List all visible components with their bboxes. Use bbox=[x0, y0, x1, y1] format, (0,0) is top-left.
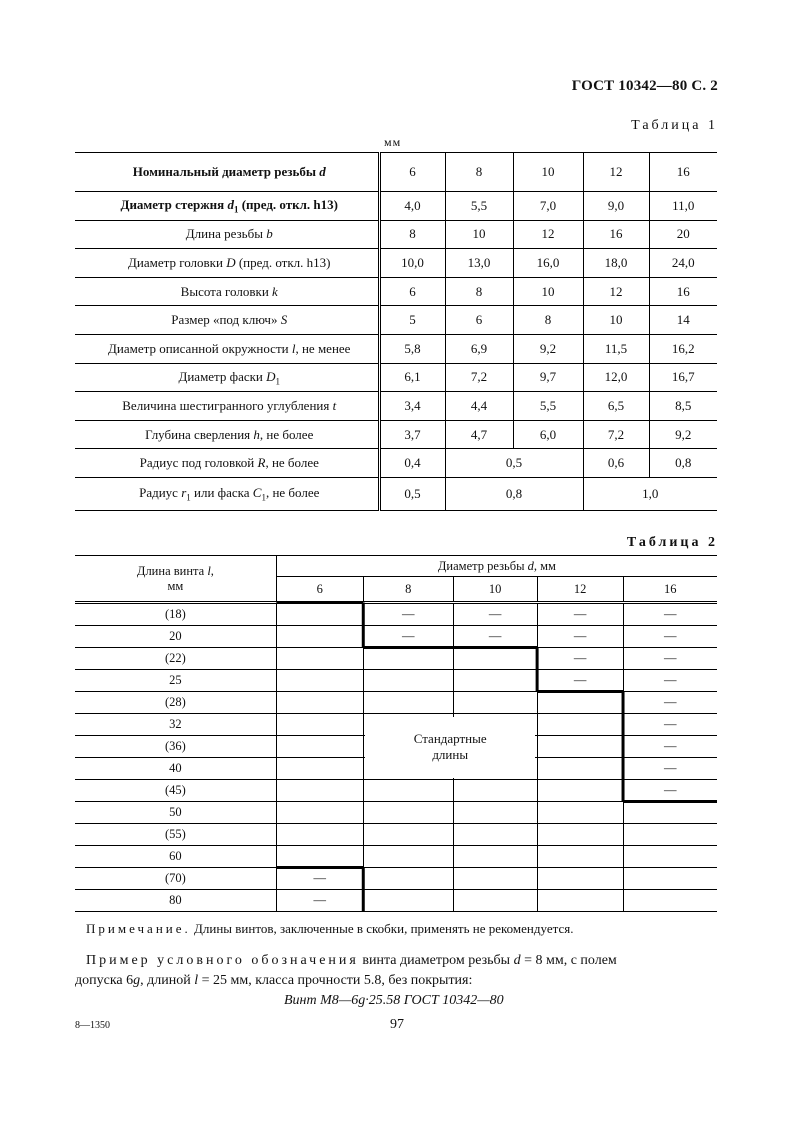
table2-cell: — bbox=[537, 648, 623, 670]
table2-length: 60 bbox=[75, 846, 276, 868]
table2-cell bbox=[276, 603, 363, 626]
table2-cell bbox=[276, 780, 363, 802]
table2-cell bbox=[623, 824, 717, 846]
table1-cell: 5 bbox=[379, 306, 445, 335]
note: Примечание. Длины винтов, заключенные в скобки, применять не рекомендуется. bbox=[86, 921, 574, 936]
table2-cell: — bbox=[623, 603, 717, 626]
table1-cell: 16 bbox=[649, 277, 717, 306]
table2-cell bbox=[363, 802, 453, 824]
table1-cell: 8,5 bbox=[649, 392, 717, 421]
table2-cell bbox=[537, 802, 623, 824]
table2-cell bbox=[363, 890, 453, 912]
table1-cell: 4,4 bbox=[445, 392, 513, 421]
example-line-2: допуска 6g, длиной l = 25 мм, класса прочности 5.8, без покрытия: bbox=[75, 973, 473, 988]
standard-lengths-label: Стандартные длины bbox=[365, 717, 535, 778]
table1-cell: 4,7 bbox=[445, 420, 513, 449]
table1-cell: 10 bbox=[583, 306, 649, 335]
table1-header-d12: 12 bbox=[583, 153, 649, 192]
table1-cell: 0,5 bbox=[379, 477, 445, 510]
table1-row bbox=[75, 392, 717, 421]
table1-row bbox=[75, 277, 717, 306]
table1-row-label: Диаметр стержня $d_1$ (пред. откл. h13) bbox=[75, 192, 379, 221]
table2-length: 80 bbox=[75, 890, 276, 912]
table1-cell: 0,6 bbox=[583, 449, 649, 478]
table2-cell bbox=[363, 780, 453, 802]
table2-header-d: 8 bbox=[363, 577, 453, 603]
table2-row bbox=[75, 802, 717, 824]
table2-cell: — bbox=[363, 603, 453, 626]
example-line-1: Пример условного обозначения винта диаметром резьбы d = 8 мм, с полем bbox=[86, 953, 617, 968]
table2-cell: — bbox=[537, 626, 623, 648]
table2-row bbox=[75, 890, 717, 912]
table1-cell: 16,0 bbox=[513, 249, 583, 278]
table2-length: (55) bbox=[75, 824, 276, 846]
table2-cell bbox=[276, 758, 363, 780]
table2-cell bbox=[276, 736, 363, 758]
table2-cell bbox=[276, 824, 363, 846]
table1-row-label: Диаметр головки D (пред. откл. h13) bbox=[75, 249, 379, 278]
table1-row-label: Величина шестигранного углубления t bbox=[75, 392, 379, 421]
table1-row bbox=[75, 192, 717, 221]
table1-cell: 5,5 bbox=[513, 392, 583, 421]
table1-units: мм bbox=[384, 135, 402, 149]
table2-row bbox=[75, 603, 717, 626]
table1-cell: 20 bbox=[649, 220, 717, 249]
page-number: 97 bbox=[390, 1017, 404, 1032]
table1-label-radius: Радиус под головкой R, не более bbox=[75, 449, 379, 478]
table2-cell bbox=[363, 692, 453, 714]
table1-row bbox=[75, 363, 717, 392]
table1-cell: 6 bbox=[379, 277, 445, 306]
table1-cell: 6,0 bbox=[513, 420, 583, 449]
table1-header-d8: 8 bbox=[445, 153, 513, 192]
table2-cell: — bbox=[453, 603, 537, 626]
table2-row bbox=[75, 780, 717, 802]
table1-cell: 7,2 bbox=[583, 420, 649, 449]
table1-cell: 24,0 bbox=[649, 249, 717, 278]
table2-cell bbox=[537, 868, 623, 890]
table2-cell bbox=[453, 890, 537, 912]
table2-cell bbox=[276, 670, 363, 692]
table2-length: (70) bbox=[75, 868, 276, 890]
table2-row bbox=[75, 626, 717, 648]
table2-cell: — bbox=[623, 758, 717, 780]
table2-cell: — bbox=[623, 714, 717, 736]
table1-cell: 10 bbox=[513, 277, 583, 306]
table1-cell: 14 bbox=[649, 306, 717, 335]
table1-cell: 9,2 bbox=[513, 334, 583, 363]
table2-row bbox=[75, 692, 717, 714]
table2-cell: — bbox=[363, 626, 453, 648]
table2-cell bbox=[537, 780, 623, 802]
table1-cell: 16,2 bbox=[649, 334, 717, 363]
table2-length: 40 bbox=[75, 758, 276, 780]
table2-cell bbox=[537, 846, 623, 868]
table2-cell: — bbox=[623, 648, 717, 670]
table2-col-header: Диаметр резьбы d, мм bbox=[276, 556, 717, 577]
table2-cell bbox=[453, 846, 537, 868]
table2-cell bbox=[623, 868, 717, 890]
table1-row-chamfer bbox=[75, 477, 717, 510]
table2-cell bbox=[276, 692, 363, 714]
table2-cell bbox=[537, 736, 623, 758]
table1-cell: 3,7 bbox=[379, 420, 445, 449]
table2-cell: — bbox=[623, 780, 717, 802]
table1-cell: 18,0 bbox=[583, 249, 649, 278]
table2-cell: — bbox=[276, 868, 363, 890]
table2-cell: — bbox=[537, 603, 623, 626]
table1-row-radius bbox=[75, 449, 717, 478]
table1-cell: 9,0 bbox=[583, 192, 649, 221]
table1-row bbox=[75, 306, 717, 335]
table2-cell bbox=[537, 758, 623, 780]
table2-cell bbox=[537, 714, 623, 736]
table1-row bbox=[75, 420, 717, 449]
footer-code: 8—1350 bbox=[75, 1020, 110, 1031]
table1-cell: 5,8 bbox=[379, 334, 445, 363]
table1-cell: 16 bbox=[583, 220, 649, 249]
table2-length: 50 bbox=[75, 802, 276, 824]
table2-length: 25 bbox=[75, 670, 276, 692]
table2-length: (45) bbox=[75, 780, 276, 802]
table2-length: (22) bbox=[75, 648, 276, 670]
table1-header-d6: 6 bbox=[379, 153, 445, 192]
table1-cell: 13,0 bbox=[445, 249, 513, 278]
table1-cell: 6,5 bbox=[583, 392, 649, 421]
table1 bbox=[75, 152, 717, 511]
table1-cell: 5,5 bbox=[445, 192, 513, 221]
table2-header-d: 16 bbox=[623, 577, 717, 603]
table2-cell bbox=[276, 626, 363, 648]
table1-cell: 6,1 bbox=[379, 363, 445, 392]
table2-cell bbox=[276, 714, 363, 736]
table2-cell: — bbox=[623, 736, 717, 758]
table1-cell: 8 bbox=[379, 220, 445, 249]
table2-cell: — bbox=[623, 692, 717, 714]
table2-row-header: Длина винта l, мм bbox=[75, 556, 276, 603]
table2-cell bbox=[363, 670, 453, 692]
table1-cell: 12,0 bbox=[583, 363, 649, 392]
table1-label-chamfer: Радиус $r_1$ или фаска $C_1$, не более bbox=[75, 477, 379, 510]
table2-cell: — bbox=[623, 670, 717, 692]
table2-cell bbox=[453, 824, 537, 846]
table1-row bbox=[75, 249, 717, 278]
table2-cell bbox=[537, 890, 623, 912]
table2-cell bbox=[363, 868, 453, 890]
table1-cell: 0,8 bbox=[445, 477, 583, 510]
table1-row-label: Высота головки k bbox=[75, 277, 379, 306]
table1-cell: 10,0 bbox=[379, 249, 445, 278]
table2-length: 32 bbox=[75, 714, 276, 736]
table1-header-d16: 16 bbox=[649, 153, 717, 192]
table2-cell bbox=[623, 802, 717, 824]
table2-header-row-1 bbox=[75, 556, 717, 577]
table2-cell bbox=[363, 846, 453, 868]
table1-cell: 12 bbox=[513, 220, 583, 249]
table2-cell: — bbox=[276, 890, 363, 912]
table2-cell bbox=[453, 648, 537, 670]
table1-header-d10: 10 bbox=[513, 153, 583, 192]
table1-row-label: Диаметр описанной окружности l, не менее bbox=[75, 334, 379, 363]
table1-cell: 10 bbox=[445, 220, 513, 249]
table1-cell: 8 bbox=[445, 277, 513, 306]
table2-row bbox=[75, 868, 717, 890]
table2-row bbox=[75, 670, 717, 692]
document-header: ГОСТ 10342—80 С. 2 bbox=[571, 78, 718, 94]
table2-row bbox=[75, 846, 717, 868]
table2-length: (18) bbox=[75, 603, 276, 626]
table2-cell bbox=[276, 648, 363, 670]
table1-row-label: Длина резьбы b bbox=[75, 220, 379, 249]
table2-cell bbox=[453, 692, 537, 714]
example-designation: Винт М8—6g·25.58 ГОСТ 10342—80 bbox=[284, 993, 504, 1008]
table1-row-label: Размер «под ключ» S bbox=[75, 306, 379, 335]
table2-cell bbox=[276, 802, 363, 824]
table1-cell: 9,7 bbox=[513, 363, 583, 392]
table2-row bbox=[75, 824, 717, 846]
table2-cell bbox=[453, 670, 537, 692]
table1-cell: 8 bbox=[513, 306, 583, 335]
table2-cell bbox=[537, 824, 623, 846]
table1-cell: 9,2 bbox=[649, 420, 717, 449]
table2-length: 20 bbox=[75, 626, 276, 648]
table2-cell bbox=[453, 780, 537, 802]
table2-header-d: 6 bbox=[276, 577, 363, 603]
table1-header-label: Номинальный диаметр резьбы d bbox=[75, 153, 379, 192]
table2-cell: — bbox=[537, 670, 623, 692]
table1-row bbox=[75, 220, 717, 249]
table2-cell: — bbox=[453, 626, 537, 648]
table2-cell bbox=[363, 648, 453, 670]
table2-header-d: 10 bbox=[453, 577, 537, 603]
table2-cell bbox=[453, 802, 537, 824]
table1-row-label: Глубина сверления h, не более bbox=[75, 420, 379, 449]
table1-cell: 0,8 bbox=[649, 449, 717, 478]
table1-cell: 6 bbox=[445, 306, 513, 335]
table1-cell: 0,5 bbox=[445, 449, 583, 478]
table1-cell: 12 bbox=[583, 277, 649, 306]
table2-cell bbox=[276, 846, 363, 868]
table2-caption: Таблица 2 bbox=[626, 535, 718, 550]
table1-cell: 6,9 bbox=[445, 334, 513, 363]
table1-cell: 4,0 bbox=[379, 192, 445, 221]
table1-cell: 11,0 bbox=[649, 192, 717, 221]
table1-caption: Таблица 1 bbox=[631, 118, 718, 133]
table2-row bbox=[75, 648, 717, 670]
table2-header-d: 12 bbox=[537, 577, 623, 603]
table1-cell: 0,4 bbox=[379, 449, 445, 478]
table1-cell: 7,0 bbox=[513, 192, 583, 221]
table1-cell: 11,5 bbox=[583, 334, 649, 363]
table2-cell bbox=[453, 868, 537, 890]
table2-cell bbox=[537, 692, 623, 714]
table2-cell bbox=[363, 824, 453, 846]
table1-cell: 3,4 bbox=[379, 392, 445, 421]
table1-header-row bbox=[75, 153, 717, 192]
table1-cell: 1,0 bbox=[583, 477, 717, 510]
table1-cell: 16,7 bbox=[649, 363, 717, 392]
table1-row bbox=[75, 334, 717, 363]
table2-cell bbox=[623, 846, 717, 868]
table2-cell bbox=[623, 890, 717, 912]
table2-length: (28) bbox=[75, 692, 276, 714]
table1-cell: 7,2 bbox=[445, 363, 513, 392]
table2-length: (36) bbox=[75, 736, 276, 758]
table1-row-label: Диаметр фаски $D_1$ bbox=[75, 363, 379, 392]
table2-cell: — bbox=[623, 626, 717, 648]
